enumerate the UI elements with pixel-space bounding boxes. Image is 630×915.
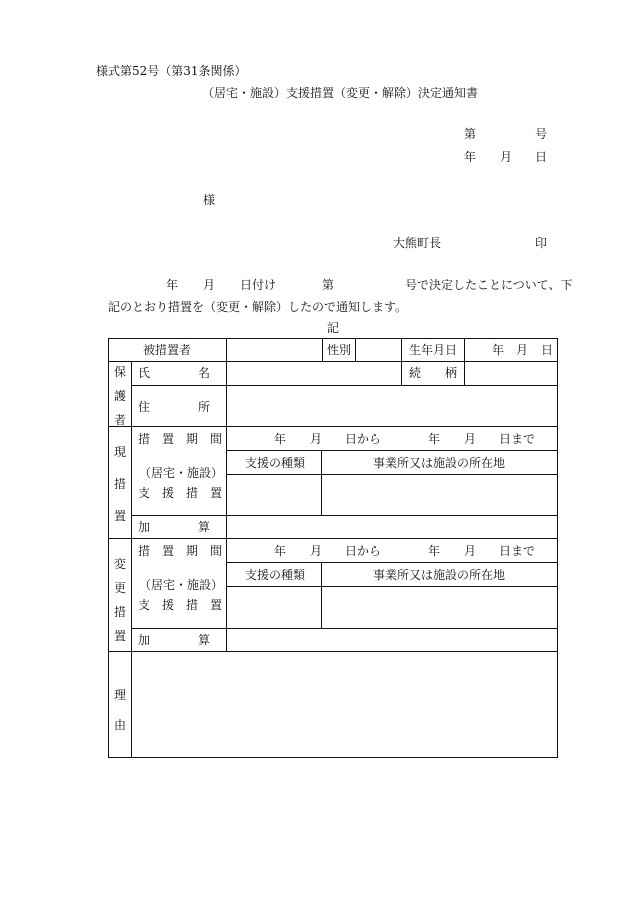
current-kind-prefix: （居宅・施設） — [139, 466, 224, 480]
rule-change-header-bottom — [226, 586, 558, 587]
current-from-hi: 日から — [345, 432, 382, 446]
body-line2: 記のとおり措置を（変更・解除）したので通知します。 — [108, 300, 408, 314]
body-line1-rest: 号で決定したことについて、下 — [405, 278, 573, 292]
current-from-nen: 年 — [274, 432, 287, 446]
current-addition-label: 加 算 — [138, 520, 211, 534]
change-support-type-header: 支援の種類 — [245, 568, 306, 582]
birth-nen: 年 — [492, 343, 505, 357]
current-from-tsuki: 月 — [310, 432, 323, 446]
rule-sex-left — [322, 338, 323, 361]
ki-mark: 記 — [327, 321, 340, 335]
form-number: 様式第52号（第31条関係） — [96, 64, 247, 78]
change-addition-label: 加 算 — [138, 633, 211, 647]
change-from-nen: 年 — [274, 544, 287, 558]
reason-label: 理 由 — [113, 688, 126, 732]
body-tsuki: 月 — [203, 278, 216, 292]
rule-row1-bottom — [108, 361, 558, 362]
rule-current-kind-bottom — [131, 515, 558, 516]
change-to-hi: 日まで — [499, 544, 536, 558]
birthdate-label: 生年月日 — [409, 343, 458, 357]
recipient-honorific: 様 — [203, 193, 216, 207]
body-hizuke: 日付け — [240, 278, 277, 292]
sex-label: 性別 — [327, 343, 352, 357]
subject-label: 被措置者 — [143, 343, 192, 357]
change-kind-prefix: （居宅・施設） — [139, 578, 224, 592]
date-tsuki: 月 — [500, 150, 513, 164]
current-to-tsuki: 月 — [464, 432, 477, 446]
current-to-hi: 日まで — [499, 432, 536, 446]
table-border-left — [108, 338, 109, 758]
body-nen: 年 — [166, 278, 179, 292]
rule-label-column — [226, 338, 227, 651]
current-group-label: 現 措 置 — [113, 445, 126, 523]
rule-change-bottom — [108, 651, 558, 652]
rule-current-header-bottom — [226, 474, 558, 475]
issuer-name: 大熊町長 — [393, 236, 442, 250]
table-border-bottom — [108, 757, 558, 758]
rule-current-bottom — [108, 538, 558, 539]
change-to-nen: 年 — [428, 544, 441, 558]
date-hi: 日 — [535, 150, 548, 164]
rule-guardian-bottom — [108, 426, 558, 427]
rule-change-period-bottom — [226, 562, 558, 563]
guardian-relation-label: 続 柄 — [409, 366, 458, 380]
rule-birth-left — [401, 338, 402, 385]
current-period-label: 措 置 期 間 — [138, 432, 223, 446]
number-go: 号 — [535, 127, 548, 141]
change-from-tsuki: 月 — [310, 544, 323, 558]
guardian-group-label: 保 護 者 — [113, 365, 126, 427]
change-location-header: 事業所又は施設の所在地 — [373, 568, 506, 582]
guardian-address-label: 住 所 — [138, 400, 211, 414]
guardian-name-label: 氏 名 — [138, 366, 211, 380]
current-support-type-header: 支援の種類 — [245, 456, 306, 470]
change-to-tsuki: 月 — [464, 544, 477, 558]
current-to-nen: 年 — [428, 432, 441, 446]
change-period-label: 措 置 期 間 — [138, 544, 223, 558]
body-dai: 第 — [322, 278, 335, 292]
change-kind-label: 支 援 措 置 — [138, 598, 223, 612]
current-location-header: 事業所又は施設の所在地 — [373, 456, 506, 470]
number-dai: 第 — [464, 127, 477, 141]
rule-group-column — [131, 361, 132, 758]
table-border-right — [557, 338, 558, 758]
rule-change-support-divider — [321, 562, 322, 628]
rule-current-period-bottom — [226, 450, 558, 451]
date-nen: 年 — [464, 150, 477, 164]
rule-change-kind-bottom — [131, 628, 558, 629]
seal-mark: 印 — [535, 236, 548, 250]
change-from-hi: 日から — [345, 544, 382, 558]
table-border-top — [108, 338, 558, 339]
rule-birth-right — [464, 338, 465, 385]
rule-current-support-divider — [321, 450, 322, 515]
birth-tsuki: 月 — [516, 343, 529, 357]
rule-name-bottom — [131, 385, 558, 386]
document-title: （居宅・施設）支援措置（変更・解除）決定通知書 — [202, 86, 479, 100]
birth-hi: 日 — [541, 343, 554, 357]
change-group-label: 変 更 措 置 — [113, 557, 126, 643]
rule-sex-right — [355, 338, 356, 361]
current-kind-label: 支 援 措 置 — [138, 486, 223, 500]
